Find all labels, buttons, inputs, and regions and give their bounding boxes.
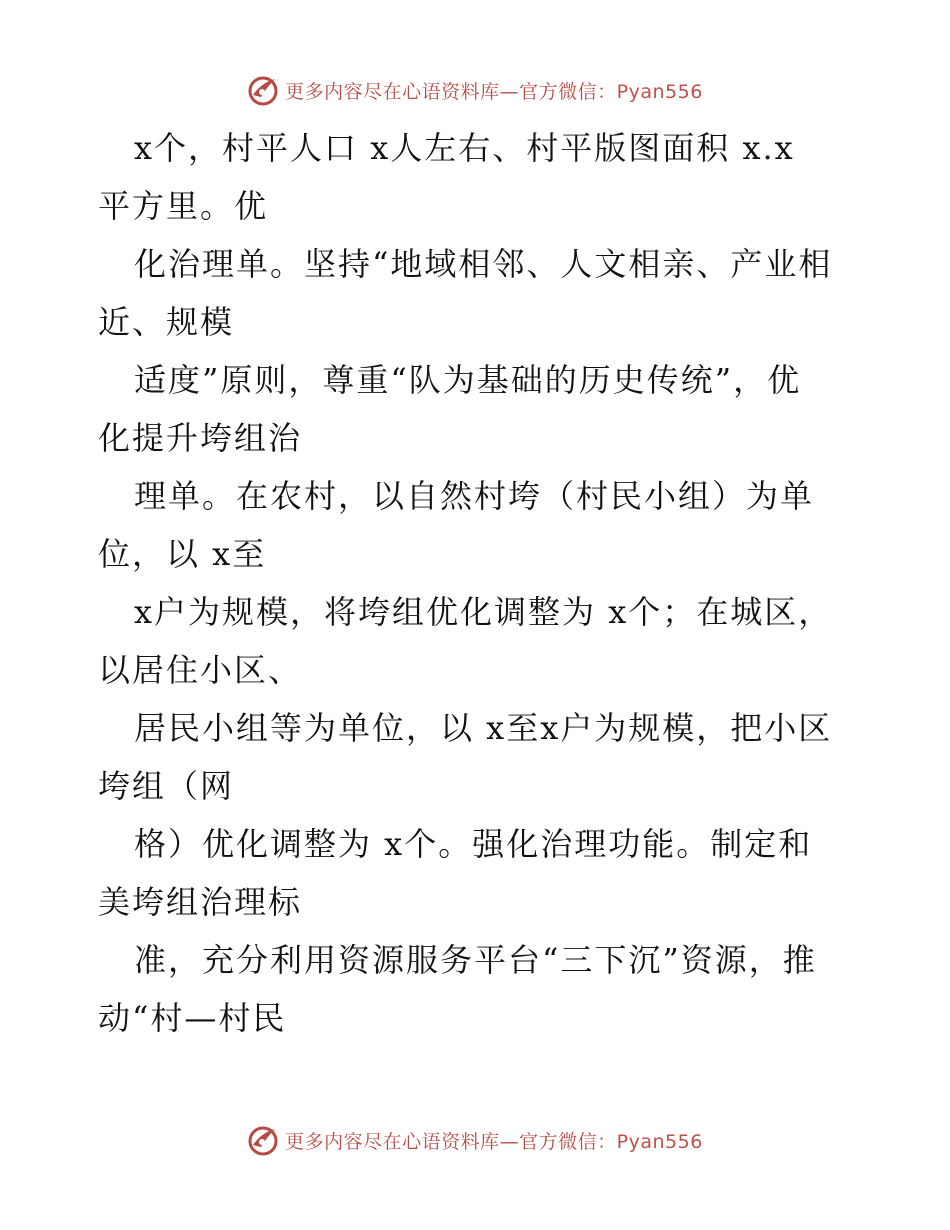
body-line: 格）优化调整为 x个。强化治理功能。制定和 — [134, 825, 813, 863]
watermark-label: 更多内容尽在心语资料库—官方微信： — [285, 1130, 617, 1153]
body-line: 近、规模 — [98, 303, 235, 341]
body-line: x户为规模，将垮组优化调整为 x个；在城区， — [134, 593, 833, 631]
header-watermark — [0, 70, 950, 110]
watermark-wechat-id: Pyan556 — [616, 1130, 703, 1153]
brush-circle-logo-icon — [247, 1123, 281, 1157]
body-line: x个，村平人口 x人左右、村平版图面积 x.x — [134, 129, 795, 167]
body-line: 化提升垮组治 — [98, 419, 303, 457]
body-line: 理单。在农村，以自然村垮（村民小组）为单 — [134, 477, 815, 515]
body-line: 适度”原则，尊重“队为基础的历史传统”，优 — [134, 361, 802, 399]
body-line: 化治理单。坚持“地域相邻、人文相亲、产业相 — [134, 245, 833, 283]
body-line: 美垮组治理标 — [98, 883, 303, 921]
watermark-label: 更多内容尽在心语资料库—官方微信： — [285, 80, 617, 103]
brush-circle-logo-icon — [247, 73, 281, 107]
body-line: 以居住小区、 — [98, 651, 303, 689]
body-line: 准，充分利用资源服务平台“三下沉”资源，推 — [134, 941, 817, 979]
watermark-text — [285, 1127, 703, 1154]
body-line: 垮组（网 — [98, 767, 235, 805]
body-line: 平方里。优 — [98, 187, 269, 225]
watermark-wechat-id: Pyan556 — [616, 80, 703, 103]
body-line: 位，以 x至 — [98, 535, 267, 573]
body-line: 居民小组等为单位，以 x至x户为规模，把小区 — [134, 709, 833, 747]
footer-watermark — [0, 1120, 950, 1160]
watermark-text — [285, 77, 703, 104]
body-line: 动“村—村民 — [98, 999, 287, 1037]
